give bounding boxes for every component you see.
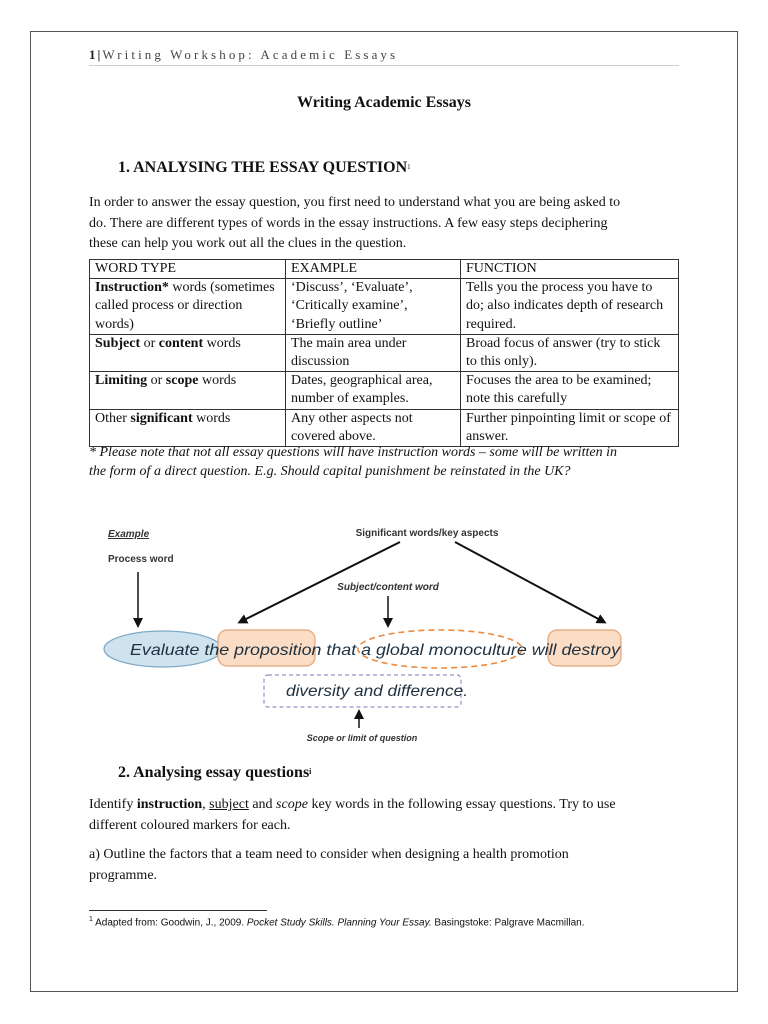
column-header-function: FUNCTION xyxy=(461,260,679,279)
word-type-text: words (sometimes called process or direction words) xyxy=(95,280,275,332)
text: key words in the following essay questions. Try to use xyxy=(307,797,616,812)
footnote-number: 1 xyxy=(89,916,93,923)
word-type-bold: Subject xyxy=(95,335,141,351)
italic-text: scope xyxy=(276,797,308,812)
word-type-bold: scope xyxy=(165,373,199,389)
footnote-text: Basingstoke: Palgrave Macmillan. xyxy=(431,917,585,929)
significant-words-label: Significant words/key aspects xyxy=(355,528,499,539)
footnote-ref: i xyxy=(309,767,312,776)
text: and xyxy=(248,797,277,812)
word-type-text: words xyxy=(203,335,241,351)
section-1-heading xyxy=(118,159,411,177)
section-2-paragraph xyxy=(89,795,681,836)
footnote-book-title: Pocket Study Skills. Planning Your Essay. xyxy=(246,917,432,929)
word-type-cell xyxy=(90,334,286,371)
word-type-table xyxy=(89,259,679,447)
function-cell: Tells you the process you have to do; also indicates depth of research required. xyxy=(461,279,679,335)
table-header-row xyxy=(90,260,679,279)
example-cell: The main area under discussion xyxy=(286,334,461,371)
footnote-separator xyxy=(89,910,267,911)
instruction-line xyxy=(89,795,681,816)
running-header xyxy=(89,47,679,66)
question-line: programme. xyxy=(89,867,158,883)
example-cell: Dates, geographical area, number of examples. xyxy=(286,372,461,409)
word-type-bold: significant xyxy=(130,410,193,426)
intro-paragraph xyxy=(89,193,681,255)
subject-word-label: Subject/content word xyxy=(337,582,439,593)
word-type-text: Other xyxy=(95,410,131,426)
function-cell: Further pinpointing limit or scope of answer. xyxy=(461,409,679,446)
column-header-example: EXAMPLE xyxy=(286,260,461,279)
function-cell: Focuses the area to be examined; note this carefully xyxy=(461,372,679,409)
question-a xyxy=(89,845,681,886)
intro-line: In order to answer the essay question, you first need to understand what you are being asked to xyxy=(89,195,621,210)
essay-sentence-line1: Evaluate the proposition that a global monoculture will destroy xyxy=(130,642,622,659)
scope-label: Scope or limit of question xyxy=(306,733,418,743)
section-2-heading xyxy=(118,764,311,782)
word-type-cell xyxy=(90,279,286,335)
note-line: * Please note that not all essay questions will have instruction words – some will be written in xyxy=(89,445,617,460)
example-cell: Any other aspects not covered above. xyxy=(286,409,461,446)
question-line: a) Outline the factors that a team need to consider when designing a health promotion xyxy=(89,847,569,862)
underlined-text: subject xyxy=(209,797,249,812)
bold-text: instruction xyxy=(136,797,203,812)
text: Identify xyxy=(89,797,137,812)
table-row xyxy=(90,334,679,371)
intro-line: these can help you work out all the clues in the question. xyxy=(89,236,407,251)
intro-line: do. There are different types of words in the essay instructions. A few easy steps deciphering xyxy=(89,215,608,231)
word-type-text: words xyxy=(198,373,237,389)
word-type-bold: content xyxy=(158,335,204,351)
significant-arrow-right xyxy=(455,542,604,622)
instruction-note xyxy=(89,443,689,481)
essay-sentence-line2: diversity and difference. xyxy=(286,683,468,700)
word-type-bold: Instruction* xyxy=(95,280,169,296)
word-type-text: or xyxy=(140,335,159,351)
section-2-heading-text: 2. Analysing essay questions xyxy=(118,764,310,781)
header-text: Writing Workshop: Academic Essays xyxy=(102,47,399,62)
note-line: the form of a direct question. E.g. Should capital punishment be reinstated in the UK? xyxy=(89,464,571,479)
section-1-heading-text: 1. ANALYSING THE ESSAY QUESTION xyxy=(118,159,408,176)
table-row xyxy=(90,279,679,335)
word-type-text: or xyxy=(147,373,166,389)
document-title: Writing Academic Essays xyxy=(297,94,471,111)
word-type-bold: Limiting xyxy=(95,373,148,389)
header-separator: | xyxy=(97,47,101,62)
instruction-line: different coloured markers for each. xyxy=(89,817,291,833)
footnote-ref: 1 xyxy=(407,163,411,171)
word-type-text: words xyxy=(192,410,231,426)
footnote xyxy=(89,916,584,928)
table-row xyxy=(90,409,679,446)
example-cell: ‘Discuss’, ‘Evaluate’, ‘Critically examine’, ‘Briefly outline’ xyxy=(286,279,461,335)
page-number: 1 xyxy=(89,47,96,62)
example-label: Example xyxy=(108,529,150,540)
footnote-text: Adapted from: Goodwin, J., 2009. xyxy=(92,917,247,929)
table-row xyxy=(90,372,679,409)
essay-question-diagram xyxy=(0,500,768,750)
word-type-cell xyxy=(90,409,286,446)
column-header-word-type: WORD TYPE xyxy=(90,260,286,279)
function-cell: Broad focus of answer (try to stick to this only). xyxy=(461,334,679,371)
word-type-cell xyxy=(90,372,286,409)
text: , xyxy=(202,797,210,812)
process-word-label: Process word xyxy=(108,554,174,565)
